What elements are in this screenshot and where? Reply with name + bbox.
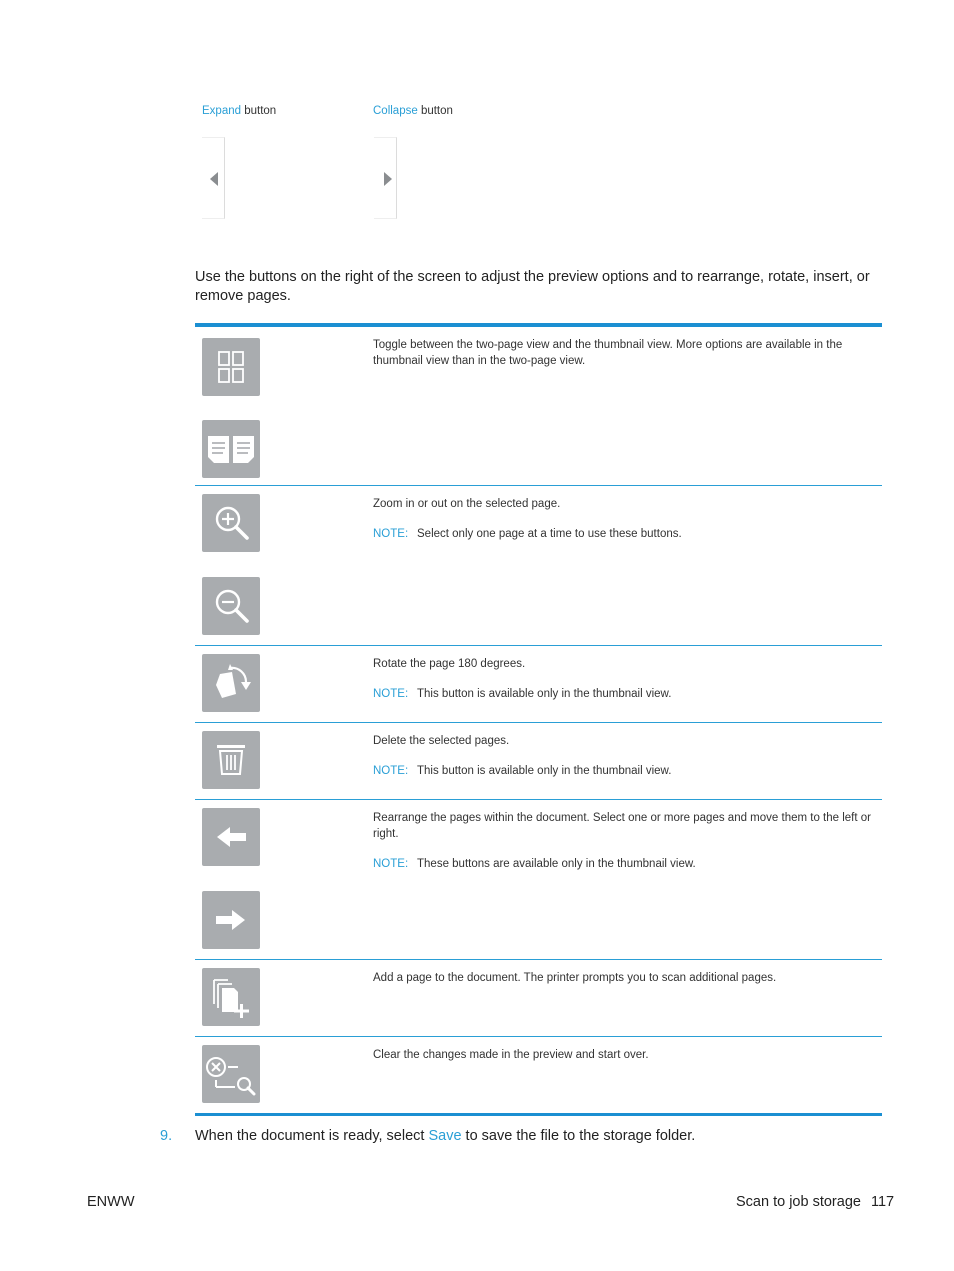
- note-text: This button is available only in the thumbnail view.: [417, 765, 672, 777]
- save-link[interactable]: Save: [428, 1128, 462, 1144]
- note-label: NOTE:: [373, 765, 409, 777]
- note-text: Select only one page at a time to use these buttons.: [417, 528, 682, 540]
- table-row: [195, 327, 882, 485]
- step-text-before: When the document is ready, select: [195, 1128, 429, 1144]
- rotate-icon: [202, 654, 260, 712]
- note-label: NOTE:: [373, 528, 409, 540]
- expand-link[interactable]: Expand: [202, 105, 242, 117]
- add-page-icon: [202, 968, 260, 1026]
- arrow-left-icon: [202, 808, 260, 866]
- row-description: [373, 733, 878, 779]
- row-description: [373, 810, 878, 872]
- chevron-left-icon: [208, 172, 220, 186]
- description-text: Toggle between the two-page view and the thumbnail view. More options are available in the thumbnail view than in the two-page view.: [373, 339, 843, 367]
- add-page-button[interactable]: [202, 968, 260, 1026]
- step-text-after: to save the file to the storage folder.: [461, 1128, 696, 1144]
- step-text: [195, 1128, 695, 1144]
- move-left-button[interactable]: [202, 808, 260, 866]
- note-label: NOTE:: [373, 688, 409, 700]
- note: [373, 763, 878, 779]
- footer-left: ENWW: [87, 1194, 135, 1210]
- zoom-out-button[interactable]: [202, 577, 260, 635]
- description-text: Rearrange the pages within the document. Select one or more pages and move them to the left or right.: [373, 812, 871, 840]
- table-row: [195, 959, 882, 1036]
- note: [373, 526, 878, 542]
- table-row: [195, 1036, 882, 1113]
- expand-caption-suffix: button: [241, 105, 277, 117]
- step-number: 9.: [160, 1128, 173, 1144]
- footer-section-title: Scan to job storage: [736, 1194, 861, 1210]
- note: [373, 686, 878, 702]
- note-text: These buttons are available only in the thumbnail view.: [417, 858, 696, 870]
- table-row: [195, 799, 882, 959]
- page-number: 117: [871, 1194, 895, 1210]
- trash-icon: [202, 731, 260, 789]
- expand-caption: [202, 105, 276, 117]
- rotate-button[interactable]: [202, 654, 260, 712]
- intro-paragraph: Use the buttons on the right of the screen to adjust the preview options and to rearrange, rotate, insert, or remove pages.: [195, 269, 870, 304]
- two-page-view-button[interactable]: [202, 420, 260, 478]
- collapse-link[interactable]: Collapse: [373, 105, 418, 117]
- zoom-in-button[interactable]: [202, 494, 260, 552]
- description-text: Add a page to the document. The printer prompts you to scan additional pages.: [373, 972, 777, 984]
- note: [373, 856, 878, 872]
- thumbnail-view-button[interactable]: [202, 338, 260, 396]
- collapse-caption-suffix: button: [417, 105, 453, 117]
- note-label: NOTE:: [373, 858, 409, 870]
- two-page-view-icon: [202, 420, 260, 478]
- arrow-right-icon: [202, 891, 260, 949]
- description-text: Zoom in or out on the selected page.: [373, 498, 561, 510]
- table-row: [195, 485, 882, 645]
- table-row: [195, 722, 882, 799]
- move-right-button[interactable]: [202, 891, 260, 949]
- zoom-in-icon: [202, 494, 260, 552]
- note-text: This button is available only in the thumbnail view.: [417, 688, 672, 700]
- collapse-button[interactable]: [374, 137, 397, 219]
- collapse-caption: [373, 105, 453, 117]
- row-description: [373, 1047, 878, 1063]
- description-text: Delete the selected pages.: [373, 735, 510, 747]
- thumbnail-view-icon: [202, 338, 260, 396]
- description-text: Clear the changes made in the preview and start over.: [373, 1049, 649, 1061]
- row-description: [373, 656, 878, 702]
- chevron-right-icon: [380, 172, 392, 186]
- clear-changes-icon: [202, 1045, 260, 1103]
- expand-button[interactable]: [202, 137, 225, 219]
- row-description: [373, 496, 878, 542]
- zoom-out-icon: [202, 577, 260, 635]
- row-description: [373, 970, 878, 986]
- row-description: [373, 337, 878, 369]
- preview-buttons-table: [195, 323, 882, 1116]
- table-row: [195, 645, 882, 722]
- description-text: Rotate the page 180 degrees.: [373, 658, 526, 670]
- delete-button[interactable]: [202, 731, 260, 789]
- clear-changes-button[interactable]: [202, 1045, 260, 1103]
